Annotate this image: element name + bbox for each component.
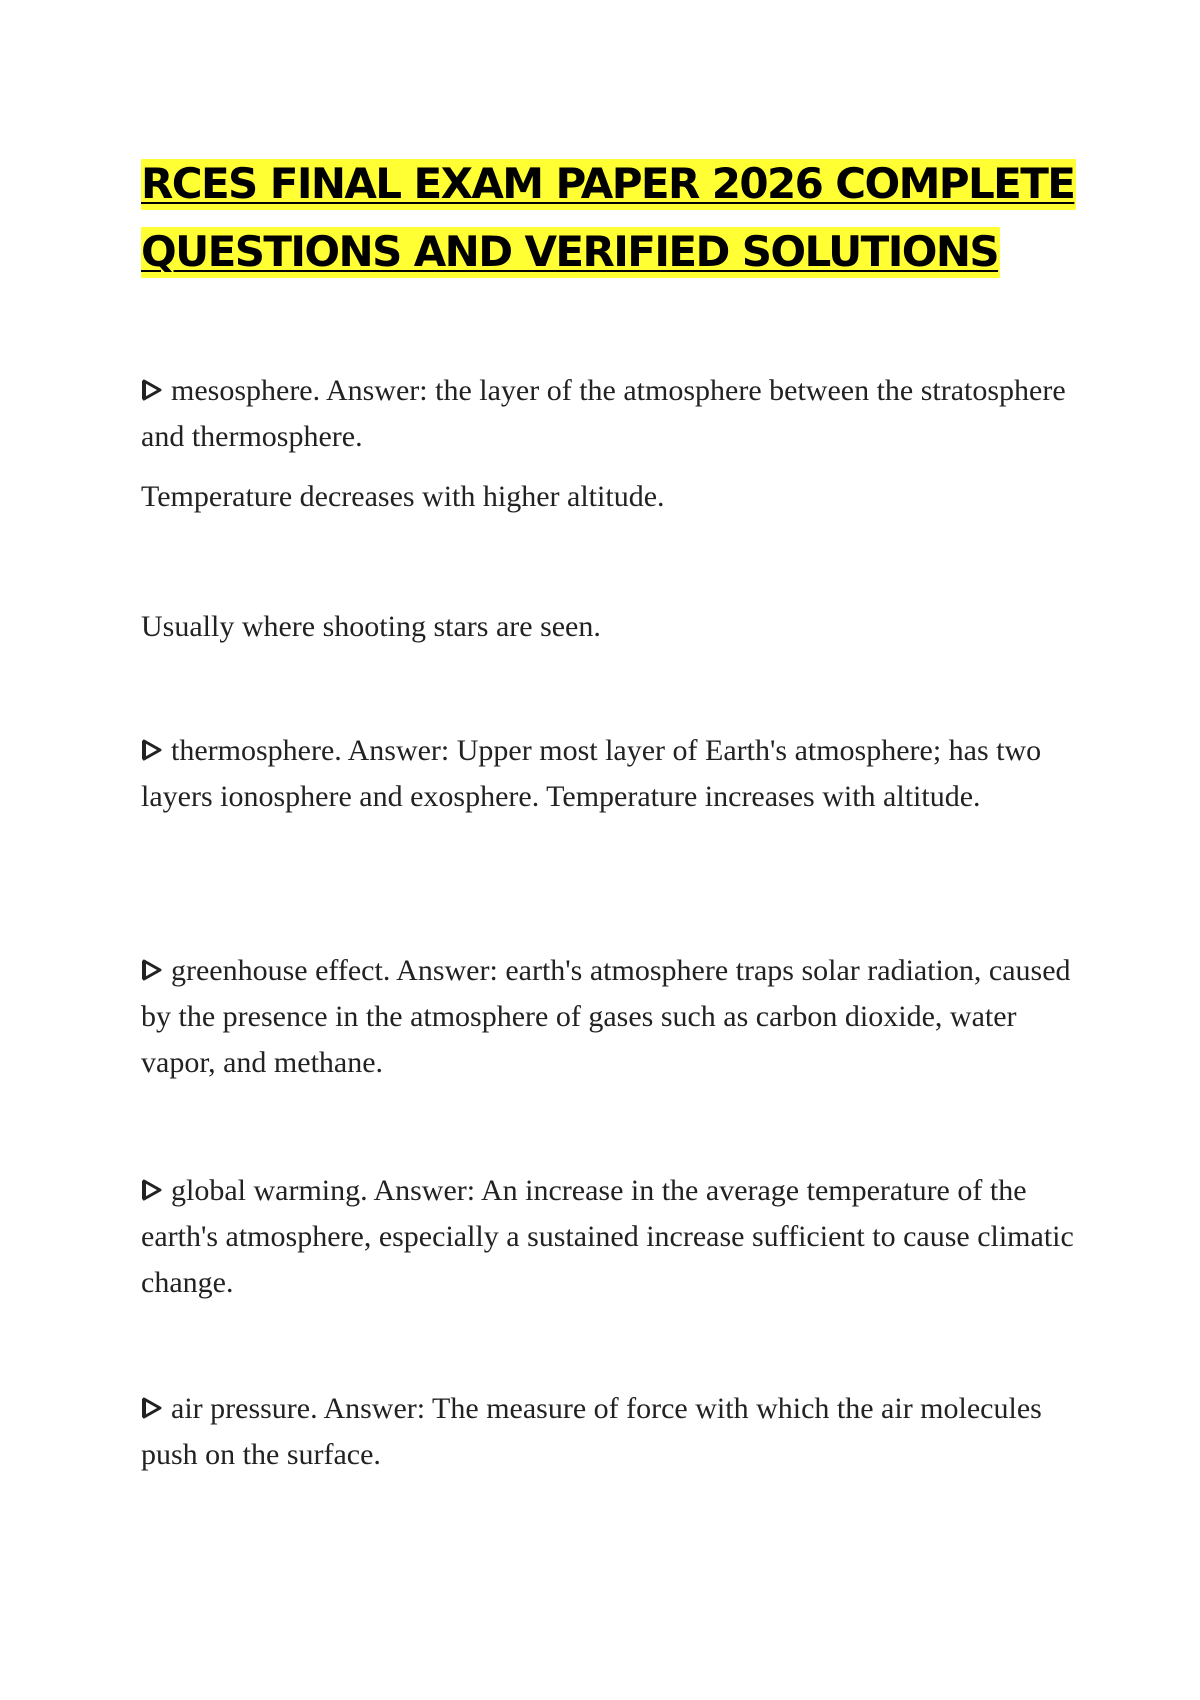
qa-item [141, 368, 1081, 460]
qa-text: greenhouse effect. Answer: earth's atmosphere traps solar radiation, caused by the presence in the atmosphere of gases such as carbon dioxide, water vapor, and methane. [141, 954, 1071, 1079]
qa-text: air pressure. Answer: The measure of force with which the air molecules push on the surface. [141, 1392, 1042, 1471]
qa-text: mesosphere. Answer: the layer of the atmosphere between the stratosphere and thermosphere. [141, 374, 1066, 453]
title-line-2: QUESTIONS AND VERIFIED SOLUTIONS [141, 227, 999, 276]
qa-text: global warming. Answer: An increase in the average temperature of the earth's atmosphere, especially a sustained increase sufficient to cause climatic change. [141, 1174, 1074, 1299]
qa-item [141, 1386, 1081, 1478]
qa-extra-line: Temperature decreases with higher altitude. [141, 480, 665, 513]
triangle-arrow-icon [141, 959, 163, 981]
qa-text: thermosphere. Answer: Upper most layer of Earth's atmosphere; has two layers ionosphere and exosphere. Temperature increases with altitude. [141, 734, 1042, 813]
triangle-arrow-icon [141, 379, 163, 401]
qa-extra-line: Usually where shooting stars are seen. [141, 610, 601, 643]
qa-item [141, 948, 1081, 1086]
triangle-arrow-icon [141, 739, 163, 761]
document-title [141, 150, 1091, 286]
qa-item [141, 1168, 1081, 1306]
qa-item [141, 728, 1081, 820]
triangle-arrow-icon [141, 1179, 163, 1201]
title-line-1: RCES FINAL EXAM PAPER 2026 COMPLETE [141, 159, 1075, 208]
triangle-arrow-icon [141, 1397, 163, 1419]
